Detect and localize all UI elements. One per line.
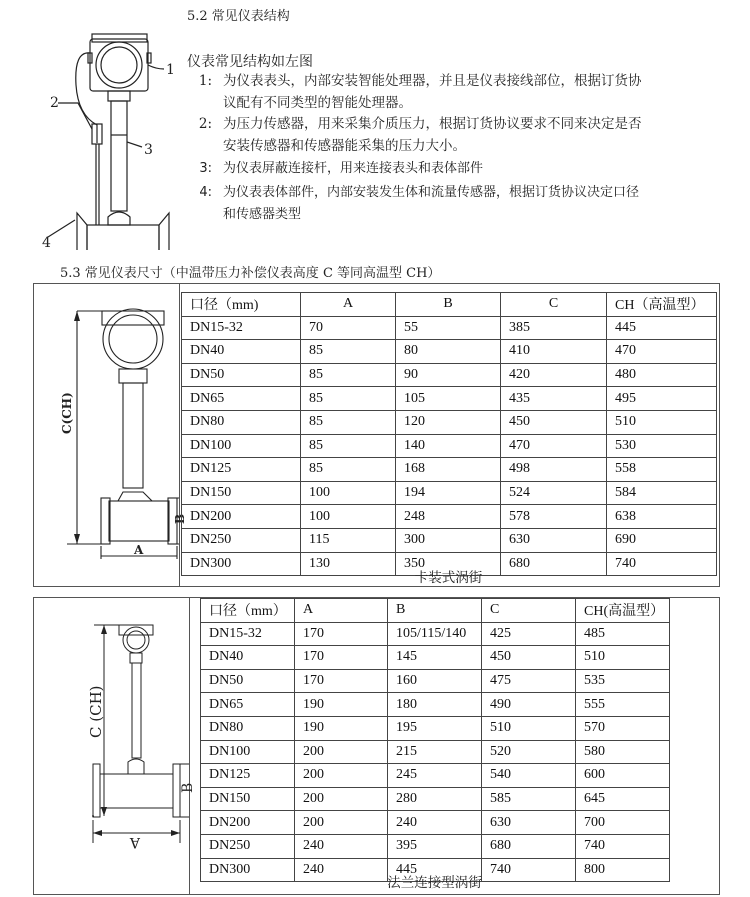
cell-a: 100: [301, 505, 396, 529]
structure-item-2: 2: 为压力传感器，用来采集介质压力，根据订货协议要求不同来决定是否 安装传感器和传感器能采集的压力大小。: [198, 116, 642, 154]
cell-bore: DN200: [182, 505, 301, 529]
cell-c: 680: [501, 552, 607, 576]
cell-ch: 645: [576, 787, 670, 811]
cell-c: 420: [501, 363, 607, 387]
cell-bore: DN150: [201, 787, 295, 811]
cell-ch: 495: [607, 387, 717, 411]
cell-a: 85: [301, 363, 396, 387]
cell-c: 585: [482, 787, 576, 811]
height-label-c-ch: C (CH): [87, 685, 105, 738]
section-5-3-title: 5.3 常见仪表尺寸（中温带压力补偿仪表高度 C 等同高温型 CH）: [60, 266, 441, 281]
cell-b: 180: [388, 693, 482, 717]
connecting-rod: [132, 663, 141, 758]
table-row: [182, 316, 717, 340]
header-bore: 口径（mm）: [201, 599, 295, 623]
cell-a: 170: [295, 646, 388, 670]
cell-c: 490: [482, 693, 576, 717]
cell-bore: DN15-32: [182, 316, 301, 340]
table-row: [201, 764, 670, 788]
cell-b: 194: [396, 481, 501, 505]
cell-bore: DN50: [182, 363, 301, 387]
head-ring: [96, 42, 142, 88]
table-header-row: [182, 293, 717, 317]
cell-bore: DN65: [182, 387, 301, 411]
cell-a: 70: [301, 316, 396, 340]
cell-b: 445: [388, 858, 482, 882]
wafer-dimension-table: [181, 292, 717, 576]
cell-ch: 584: [607, 481, 717, 505]
cell-bore: DN100: [182, 434, 301, 458]
cell-b: 120: [396, 410, 501, 434]
structure-item-3: 3: 为仪表屏蔽连接杆，用来连接表头和表体部件: [199, 161, 484, 176]
width-label-a: A: [129, 834, 140, 850]
cell-ch: 530: [607, 434, 717, 458]
header-b: B: [396, 293, 501, 317]
table-row: [182, 340, 717, 364]
cell-ch: 445: [607, 316, 717, 340]
table-row: [182, 363, 717, 387]
header-a: A: [295, 599, 388, 623]
cell-bore: DN80: [201, 716, 295, 740]
cell-a: 240: [295, 858, 388, 882]
cell-b: 245: [388, 764, 482, 788]
cell-a: 200: [295, 764, 388, 788]
cell-bore: DN100: [201, 740, 295, 764]
cell-c: 510: [482, 716, 576, 740]
cell-ch: 570: [576, 716, 670, 740]
table-row: [182, 387, 717, 411]
cell-c: 630: [501, 528, 607, 552]
cell-c: 410: [501, 340, 607, 364]
table2-caption: 法兰连接型涡街: [387, 875, 482, 891]
wafer-type-panel: [33, 283, 720, 587]
cell-a: 190: [295, 693, 388, 717]
structure-intro: 仪表常见结构如左图: [187, 54, 313, 70]
wafer-body: [109, 501, 169, 541]
header-ch: CH（高温型）: [607, 293, 717, 317]
cell-c: 425: [482, 622, 576, 646]
flange-dimension-table: [200, 598, 670, 882]
cell-c: 385: [501, 316, 607, 340]
table-header-row: [201, 599, 670, 623]
table-row: [182, 458, 717, 482]
table1-caption: 卡装式涡街: [414, 570, 483, 586]
label-2: 2: [50, 95, 59, 111]
cell-a: 85: [301, 434, 396, 458]
cell-b: 168: [396, 458, 501, 482]
table-row: [182, 434, 717, 458]
cell-b: 248: [396, 505, 501, 529]
cell-b: 55: [396, 316, 501, 340]
structure-item-4: 4: 为仪表表体部件，内部安装发生体和流量传感器，根据订货协议决定口径 和传感器类型: [199, 185, 640, 222]
header-ch: CH(高温型）: [576, 599, 670, 623]
cell-ch: 600: [576, 764, 670, 788]
cell-c: 524: [501, 481, 607, 505]
cell-bore: DN40: [182, 340, 301, 364]
cell-a: 85: [301, 340, 396, 364]
cell-c: 475: [482, 669, 576, 693]
cell-c: 540: [482, 764, 576, 788]
cell-bore: DN125: [201, 764, 295, 788]
table-row: [201, 622, 670, 646]
cell-a: 200: [295, 811, 388, 835]
cell-b: 140: [396, 434, 501, 458]
table-row: [201, 716, 670, 740]
body-label-b: B: [180, 782, 196, 793]
meter-body: [87, 225, 159, 250]
cell-c: 450: [501, 410, 607, 434]
cell-ch: 535: [576, 669, 670, 693]
cell-bore: DN125: [182, 458, 301, 482]
cell-ch: 700: [576, 811, 670, 835]
cell-ch: 480: [607, 363, 717, 387]
cell-b: 240: [388, 811, 482, 835]
cell-c: 630: [482, 811, 576, 835]
cell-bore: DN40: [201, 646, 295, 670]
cell-c: 680: [482, 834, 576, 858]
cell-bore: DN250: [182, 528, 301, 552]
cell-b: 105: [396, 387, 501, 411]
table-row: [182, 528, 717, 552]
head-cap: [92, 34, 147, 42]
table-row: [201, 646, 670, 670]
cell-a: 200: [295, 740, 388, 764]
cell-a: 190: [295, 716, 388, 740]
cell-b: 145: [388, 646, 482, 670]
panel-divider: [189, 597, 190, 894]
cell-a: 100: [301, 481, 396, 505]
cell-ch: 638: [607, 505, 717, 529]
cell-bore: DN50: [201, 669, 295, 693]
cell-a: 115: [301, 528, 396, 552]
cell-bore: DN150: [182, 481, 301, 505]
cell-c: 450: [482, 646, 576, 670]
label-3: 3: [144, 142, 153, 158]
cell-a: 85: [301, 410, 396, 434]
cell-ch: 690: [607, 528, 717, 552]
cell-a: 170: [295, 669, 388, 693]
cell-c: 578: [501, 505, 607, 529]
table-row: [201, 834, 670, 858]
cell-b: 195: [388, 716, 482, 740]
cell-c: 470: [501, 434, 607, 458]
cell-ch: 558: [607, 458, 717, 482]
label-4: 4: [42, 235, 51, 250]
structure-list: [190, 70, 730, 230]
pressure-tube: [76, 53, 97, 143]
cell-b: 215: [388, 740, 482, 764]
cell-c: 435: [501, 387, 607, 411]
flange-dimension-diagram: [54, 608, 189, 853]
cell-bore: DN300: [201, 858, 295, 882]
cell-bore: DN65: [201, 693, 295, 717]
cell-ch: 485: [576, 622, 670, 646]
cell-a: 130: [301, 552, 396, 576]
cell-bore: DN80: [182, 410, 301, 434]
meter-structure-diagram: [30, 25, 190, 250]
table-row: [201, 693, 670, 717]
flange-type-panel: [33, 597, 720, 895]
connecting-rod: [123, 383, 143, 488]
cell-b: 300: [396, 528, 501, 552]
cell-a: 240: [295, 834, 388, 858]
table-row: [182, 505, 717, 529]
cell-b: 395: [388, 834, 482, 858]
cell-a: 85: [301, 458, 396, 482]
body-label-b: B: [173, 513, 187, 524]
cell-b: 90: [396, 363, 501, 387]
cell-bore: DN250: [201, 834, 295, 858]
table-row: [201, 740, 670, 764]
cell-ch: 510: [607, 410, 717, 434]
cell-ch: 740: [607, 552, 717, 576]
label-1: 1: [166, 62, 175, 78]
cell-a: 170: [295, 622, 388, 646]
body-label-b-wrap: [174, 758, 196, 818]
table-row: [201, 669, 670, 693]
cell-ch: 510: [576, 646, 670, 670]
wafer-dimension-diagram: [49, 294, 179, 559]
width-label-a: A: [134, 543, 144, 557]
cell-b: 350: [396, 552, 501, 576]
cell-ch: 555: [576, 693, 670, 717]
table-row: [201, 811, 670, 835]
cell-b: 280: [388, 787, 482, 811]
cell-bore: DN200: [201, 811, 295, 835]
cell-ch: 800: [576, 858, 670, 882]
structure-item-1: 1: 为仪表表头，内部安装智能处理器，并且是仪表接线部位，根据订货协 议配有不同类型的智能处理器。: [198, 73, 642, 111]
cell-b: 160: [388, 669, 482, 693]
cell-c: 740: [482, 858, 576, 882]
cell-bore: DN15-32: [201, 622, 295, 646]
cell-c: 498: [501, 458, 607, 482]
cell-b: 80: [396, 340, 501, 364]
header-c: C: [482, 599, 576, 623]
header-bore: 口径（mm): [182, 293, 301, 317]
cell-a: 85: [301, 387, 396, 411]
section-5-2-title: 5.2 常见仪表结构: [187, 9, 290, 24]
header-c: C: [501, 293, 607, 317]
table-row: [201, 787, 670, 811]
cell-ch: 740: [576, 834, 670, 858]
cell-bore: DN300: [182, 552, 301, 576]
header-b: B: [388, 599, 482, 623]
cell-ch: 470: [607, 340, 717, 364]
cell-a: 200: [295, 787, 388, 811]
connecting-rod: [111, 101, 127, 211]
cell-ch: 580: [576, 740, 670, 764]
table-row: [182, 410, 717, 434]
table-row: [182, 481, 717, 505]
cell-b: 105/115/140: [388, 622, 482, 646]
header-a: A: [301, 293, 396, 317]
cell-c: 520: [482, 740, 576, 764]
height-label-c-ch: C(CH): [60, 392, 74, 434]
